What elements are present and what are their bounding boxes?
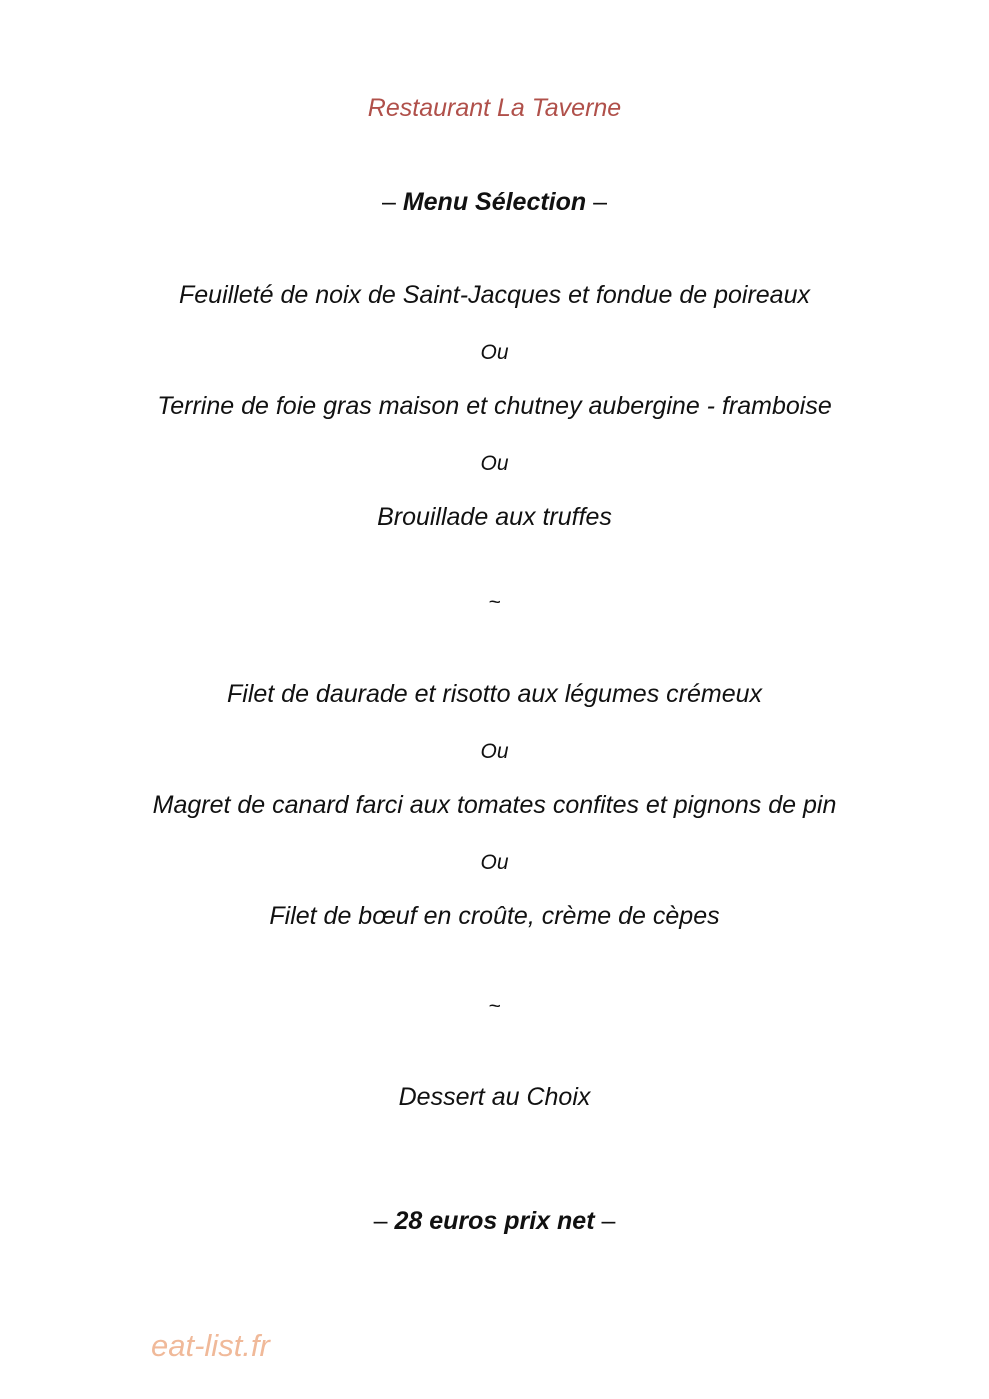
menu-title-dash-left: –: [381, 188, 396, 216]
main-item: Filet de bœuf en croûte, crème de cèpes: [269, 902, 720, 930]
main-item: Filet de daurade et risotto aux légumes crémeux: [227, 680, 762, 708]
restaurant-name: Restaurant La Taverne: [367, 94, 622, 122]
or-label: Ou: [480, 452, 509, 475]
course-separator: ~: [488, 995, 501, 1018]
starter-item: Brouillade aux truffes: [377, 503, 612, 531]
price-dash-right: –: [601, 1207, 616, 1235]
main-item: Magret de canard farci aux tomates confites et pignons de pin: [152, 791, 837, 819]
price-text: 28 euros prix net: [394, 1207, 595, 1235]
price-dash-left: –: [373, 1207, 388, 1235]
course-separator: ~: [488, 591, 501, 614]
starter-item: Feuilleté de noix de Saint-Jacques et fondue de poireaux: [179, 281, 810, 309]
starter-item: Terrine de foie gras maison et chutney aubergine - framboise: [157, 392, 832, 420]
or-label: Ou: [480, 341, 509, 364]
menu-title: [0, 190, 989, 215]
menu-title-dash-right: –: [593, 188, 608, 216]
or-label: Ou: [480, 740, 509, 763]
menu-title-text: Menu Sélection: [402, 188, 587, 216]
or-label: Ou: [480, 851, 509, 874]
dessert-item: Dessert au Choix: [398, 1083, 591, 1111]
watermark-logo: eat-list.fr: [151, 1328, 270, 1363]
menu-price: [0, 1209, 989, 1234]
